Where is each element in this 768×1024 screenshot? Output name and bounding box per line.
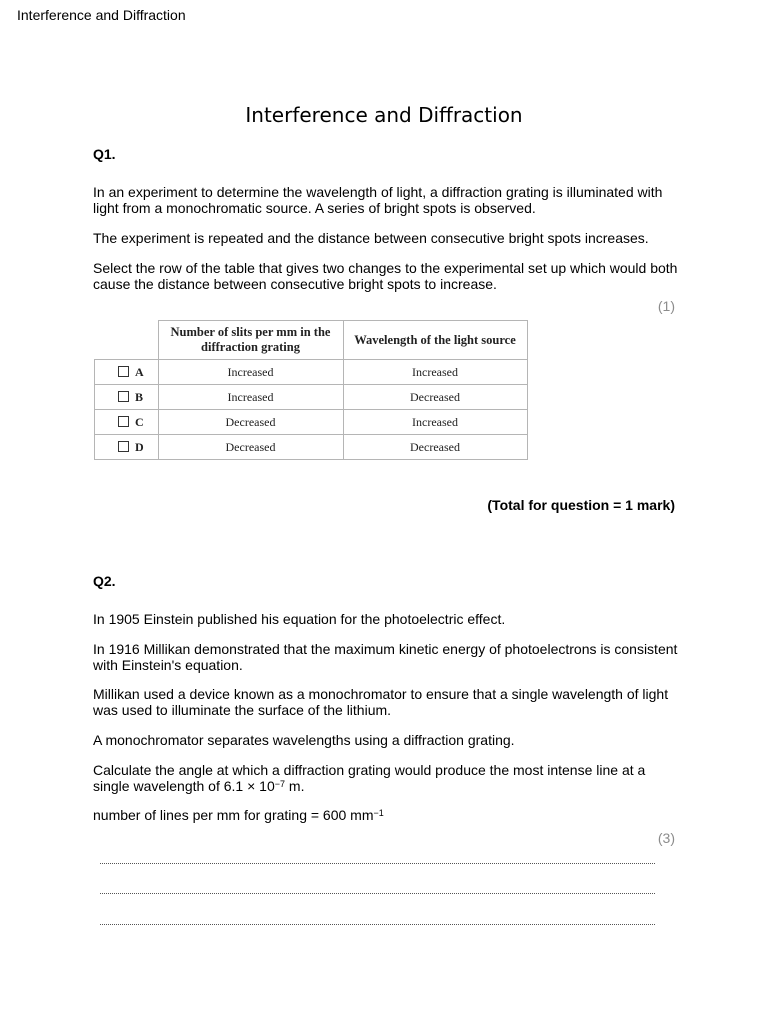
checkbox-icon[interactable] (118, 391, 129, 402)
table-cell-wavelength: Decreased (343, 385, 527, 410)
option-a[interactable] (95, 360, 159, 385)
q2-paragraph-4: A monochromator separates wavelengths using a diffraction grating. (93, 732, 515, 748)
option-d[interactable] (95, 435, 159, 460)
checkbox-icon[interactable] (118, 416, 129, 427)
running-header: Interference and Diffraction (17, 7, 186, 23)
q1-marks: (1) (657, 298, 675, 314)
option-b[interactable] (95, 385, 159, 410)
page-title: Interference and Diffraction (245, 103, 523, 127)
table-cell-wavelength: Increased (343, 410, 527, 435)
q1-options-table (94, 320, 528, 460)
q1-label: Q1. (93, 146, 116, 162)
q2-p5-text: Calculate the angle at which a diffraction grating would produce the most intense line at a single wavelength of 6.1 × 10 (93, 762, 646, 794)
q2-marks: (3) (657, 830, 675, 846)
q2-p6-exponent: −1 (373, 808, 384, 818)
checkbox-icon[interactable] (118, 441, 129, 452)
q2-p5-exponent: −7 (274, 779, 286, 789)
table-row[interactable] (95, 410, 528, 435)
q2-label: Q2. (93, 573, 116, 589)
q1-paragraph-1: In an experiment to determine the wavelength of light, a diffraction grating is illuminated with light from a monochromatic source. A series of bright spots is observed. (93, 184, 663, 216)
table-header-wavelength: Wavelength of the light source (343, 321, 527, 360)
option-letter: C (135, 414, 144, 429)
answer-line-3[interactable] (100, 924, 655, 925)
checkbox-icon[interactable] (118, 366, 129, 377)
table-row[interactable] (95, 435, 528, 460)
answer-line-2[interactable] (100, 893, 655, 894)
q2-p5-unit: m. (285, 778, 305, 794)
q2-paragraph-2: In 1916 Millikan demonstrated that the maximum kinetic energy of photoelectrons is consistent with Einstein's equation. (93, 641, 678, 673)
answer-line-1[interactable] (100, 863, 655, 864)
option-letter: B (135, 389, 144, 404)
option-letter: D (135, 439, 144, 454)
table-cell-wavelength: Decreased (343, 435, 527, 460)
q2-p6-text: number of lines per mm for grating = 600 mm (93, 807, 374, 823)
table-cell-slits: Decreased (158, 410, 343, 435)
q2-paragraph-6 (93, 807, 683, 823)
table-row[interactable] (95, 385, 528, 410)
q2-paragraph-1: In 1905 Einstein published his equation for the photoelectric effect. (93, 611, 506, 627)
q2-paragraph-3: Millikan used a device known as a monochromator to ensure that a single wavelength of light was used to illuminate the surface of the lithium. (93, 686, 669, 718)
table-cell-slits: Decreased (158, 435, 343, 460)
table-header-blank (95, 321, 159, 360)
q1-paragraph-3: Select the row of the table that gives two changes to the experimental set up which would both cause the distance between consecutive bright spots to increase. (93, 260, 678, 292)
table-row[interactable] (95, 360, 528, 385)
table-cell-slits: Increased (158, 360, 343, 385)
option-letter: A (135, 364, 144, 379)
q1-total: (Total for question = 1 mark) (487, 497, 675, 513)
q1-paragraph-2: The experiment is repeated and the distance between consecutive bright spots increases. (93, 230, 649, 246)
table-header-slits: Number of slits per mm in the diffraction grating (158, 321, 343, 360)
q2-paragraph-5 (93, 762, 683, 794)
table-cell-slits: Increased (158, 385, 343, 410)
table-cell-wavelength: Increased (343, 360, 527, 385)
option-c[interactable] (95, 410, 159, 435)
